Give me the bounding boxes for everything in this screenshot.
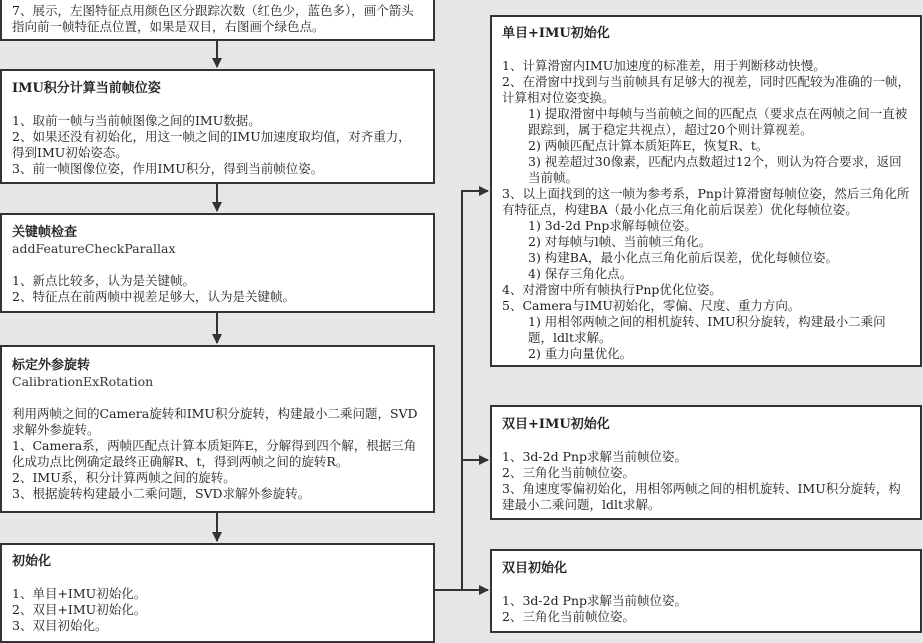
- calibration-line-1: 1、Camera系，两帧匹配点计算本质矩阵E，分解得到四个解，根据三角化成功点比例确定最终正确解R、t，得到两帧之间的旋转R。: [12, 438, 417, 469]
- keyframe-check-line-2: 2、特征点在前两帧中视差足够大，认为是关键帧。: [12, 289, 295, 304]
- calibration-subtitle: CalibrationExRotation: [12, 374, 154, 389]
- keyframe-check-box: [0, 213, 435, 313]
- arrow-init-to-mono-imu: [462, 191, 488, 590]
- keyframe-check-title: 关键帧检查: [12, 225, 78, 240]
- stereo-title: 双目初始化: [502, 561, 568, 576]
- init-box: [0, 543, 435, 643]
- calibration-box: [0, 345, 435, 513]
- mono-imu-line: 1) 用相邻两帧之间的相机旋转、IMU积分旋转，构建最小二乘问题，ldlt求解。: [528, 314, 886, 345]
- init-line-2: 2、双目+IMU初始化。: [12, 602, 147, 617]
- mono-imu-line: 3) 构建BA，最小化点三角化前后误差，优化每帧位姿。: [528, 250, 839, 265]
- stereo-imu-title: 双目+IMU初始化: [502, 417, 610, 432]
- stereo-init-box: [490, 549, 922, 633]
- calibration-line-0: 利用两帧之间的Camera旋转和IMU积分旋转，构建最小二乘问题，SVD求解外参旋转。: [12, 406, 418, 437]
- stereo-line-1: 1、3d-2d Pnp求解当前帧位姿。: [502, 593, 688, 608]
- mono-imu-line: 4) 保存三角化点。: [528, 266, 633, 281]
- calibration-title: 标定外参旋转: [12, 358, 91, 373]
- mono-imu-title: 单目+IMU初始化: [502, 26, 610, 41]
- mono-imu-lines: [502, 58, 910, 362]
- imu-integration-title: IMU积分计算当前帧位姿: [12, 81, 161, 96]
- mono-imu-line: 3、以上面找到的这一帧为参考系，Pnp计算滑窗每帧位姿，然后三角化所有特征点，构建BA（最小化点三角化前后误差）优化每帧位姿。: [502, 186, 910, 217]
- mono-imu-line: 2) 对每帧与l帧、当前帧三角化。: [528, 234, 712, 249]
- init-line-1: 1、单目+IMU初始化。: [12, 586, 147, 601]
- imu-integration-box: [0, 69, 435, 184]
- stereo-imu-line-2: 2、三角化当前帧位姿。: [502, 465, 635, 480]
- init-title: 初始化: [12, 554, 52, 569]
- mono-imu-line: 3) 视差超过30像素，匹配内点数超过12个，则认为符合要求，返回当前帧。: [528, 154, 902, 185]
- mono-imu-init-box: [490, 15, 922, 367]
- stereo-line-2: 2、三角化当前帧位姿。: [502, 609, 635, 624]
- mono-imu-line: 1) 提取滑窗中每帧与当前帧之间的匹配点（要求点在两帧之间一直被跟踪到，属于稳定共视点），超过20个则计算视差。: [528, 106, 908, 137]
- mono-imu-line: 2、在滑窗中找到与当前帧具有足够大的视差，同时匹配较为准确的一帧，计算相对位姿变换。: [502, 74, 910, 105]
- stereo-imu-line-1: 1、3d-2d Pnp求解当前帧位姿。: [502, 449, 688, 464]
- mono-imu-line: 1、计算滑窗内IMU加速度的标准差，用于判断移动快慢。: [502, 58, 826, 73]
- mono-imu-line: 4、对滑窗中所有帧执行Pnp优化位姿。: [502, 282, 722, 297]
- mono-imu-line: 2) 重力向量优化。: [528, 346, 633, 361]
- display-step-text: 7、展示，左图特征点用颜色区分跟踪次数（红色少，蓝色多），画个箭头指向前一帧特征点位置，如果是双目，右图画个绿色点。: [12, 3, 414, 34]
- imu-integration-line-1: 1、取前一帧与当前帧图像之间的IMU数据。: [12, 113, 261, 128]
- imu-integration-line-3: 3、前一帧图像位姿，作用IMU积分，得到当前帧位姿。: [12, 161, 324, 176]
- imu-integration-line-2: 2、如果还没有初始化，用这一帧之间的IMU加速度取均值，对齐重力，得到IMU初始姿态。: [12, 129, 411, 160]
- calibration-line-3: 3、根据旋转构建最小二乘问题，SVD求解外参旋转。: [12, 486, 311, 501]
- keyframe-check-line-1: 1、新点比较多，认为是关键帧。: [12, 273, 195, 288]
- stereo-imu-line-3: 3、角速度零偏初始化，用相邻两帧之间的相机旋转、IMU积分旋转，构建最小二乘问题，ldlt求解。: [502, 481, 901, 512]
- display-step-box: [0, 0, 435, 41]
- calibration-line-2: 2、IMU系，积分计算两帧之间的旋转。: [12, 470, 236, 485]
- keyframe-check-subtitle: addFeatureCheckParallax: [12, 241, 176, 256]
- mono-imu-line: 5、Camera与IMU初始化，零偏、尺度、重力方向。: [502, 298, 801, 313]
- mono-imu-line: 2) 两帧匹配点计算本质矩阵E，恢复R、t。: [528, 138, 769, 153]
- mono-imu-line: 1) 3d-2d Pnp求解每帧位姿。: [528, 218, 697, 233]
- stereo-imu-init-box: [490, 405, 922, 520]
- init-line-3: 3、双目初始化。: [12, 618, 108, 633]
